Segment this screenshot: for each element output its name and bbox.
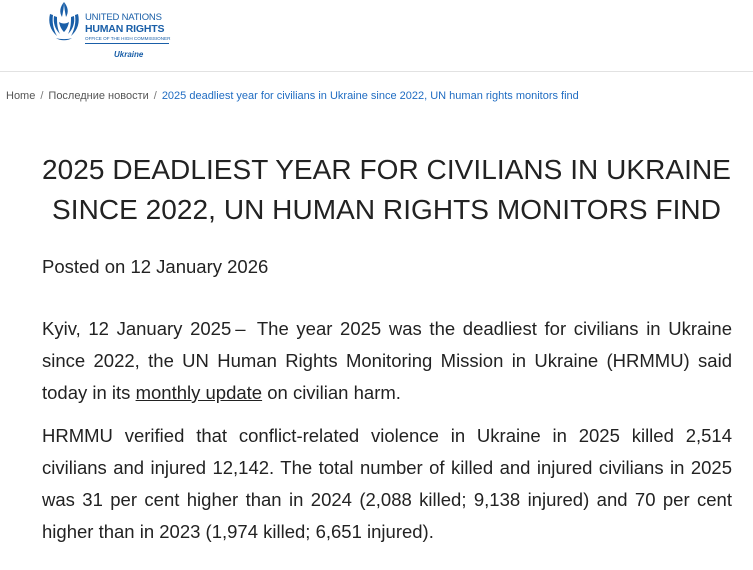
breadcrumb-separator: /	[153, 90, 157, 102]
un-human-rights-logo[interactable]	[44, 0, 174, 62]
dateline-dash: –	[235, 318, 246, 339]
dateline: Kyiv, 12 January 2025	[42, 318, 232, 339]
posted-prefix: Posted on	[42, 256, 126, 277]
article-paragraph-2: HRMMU verified that conflict-related violence in Ukraine in 2025 killed 2,514 civilians and injured 12,142. The total number of killed and injured civilians in 2025 was 31 per cent higher than in 2024 (2,088 killed; 9,138 injured) and 70 per cent higher than in 2023 (1,974 killed; 6,651 injured).	[42, 425, 732, 542]
breadcrumb-home-link[interactable]: Home	[6, 90, 36, 102]
monthly-update-link[interactable]: monthly update	[135, 382, 263, 403]
article-paragraph-1	[42, 313, 732, 409]
site-header	[0, 0, 753, 72]
paragraph-1-text: The year 2025 was the deadliest for civilians in Ukraine since 2022, the UN Human Rights Monitoring Mission in Ukraine (HRMMU) said today in its	[42, 318, 732, 403]
logo-line-1: UNITED NATIONS	[85, 12, 162, 23]
breadcrumb	[6, 89, 579, 103]
un-human-rights-emblem-icon	[44, 0, 84, 44]
logo-divider	[85, 43, 169, 44]
logo-line-4: Ukraine	[114, 50, 144, 59]
posted-date: 12 January 2026	[130, 256, 269, 277]
breadcrumb-current-page: 2025 deadliest year for civilians in Ukraine since 2022, UN human rights monitors find	[161, 90, 579, 102]
article-title: 2025 DEADLIEST YEAR FOR CIVILIANS IN UKRAINE SINCE 2022, UN HUMAN RIGHTS MONITORS FIND	[42, 154, 731, 225]
posted-date-line	[42, 253, 268, 281]
logo-line-3: OFFICE OF THE HIGH COMMISSIONER	[85, 35, 171, 41]
logo-line-2: HUMAN RIGHTS	[85, 23, 165, 35]
paragraph-1-text-end: on civilian harm.	[267, 382, 401, 403]
breadcrumb-latest-news-link[interactable]: Последние новости	[48, 90, 149, 102]
breadcrumb-separator: /	[40, 90, 44, 102]
